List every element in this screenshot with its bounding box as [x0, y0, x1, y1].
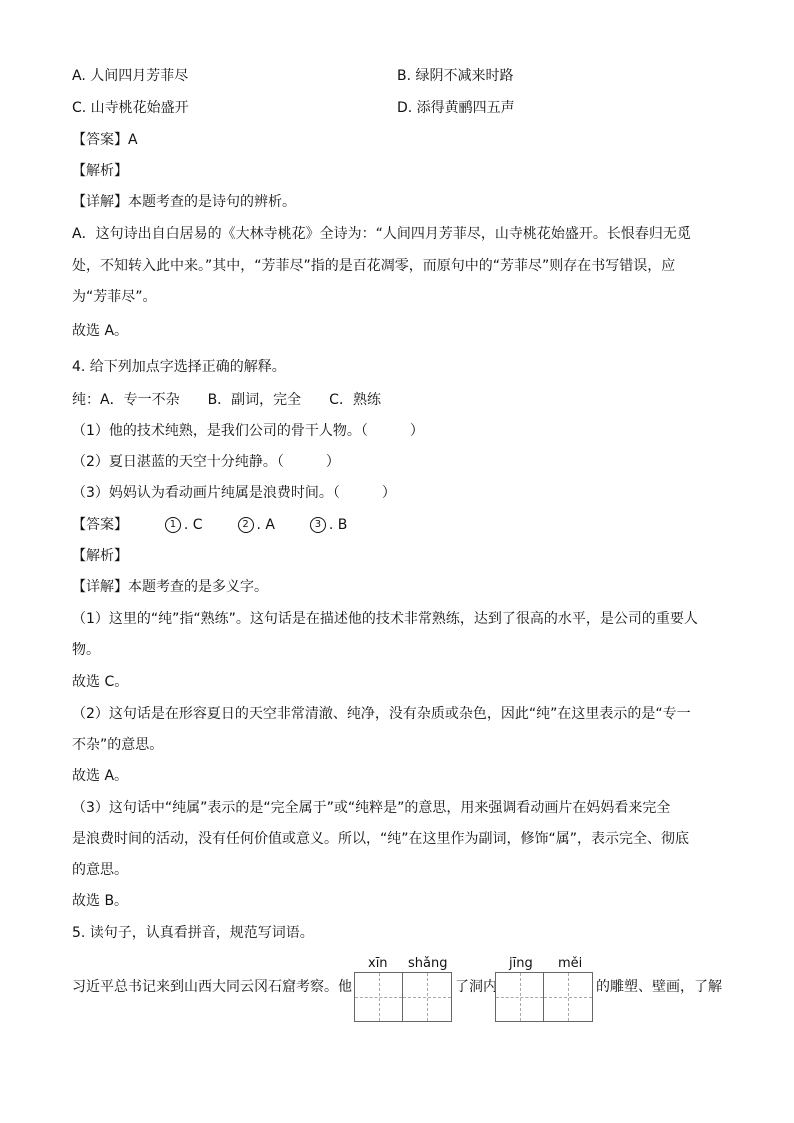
q4-explain-1-line2: 物。: [72, 642, 100, 658]
q3-explain-line1: A．这句诗出自白居易的《大林寺桃花》全诗为：“人间四月芳菲尽，山寺桃花始盛开。长恨春归无觅: [72, 226, 691, 242]
q3-detail: 【详解】本题考查的是诗句的辨析。: [72, 194, 296, 210]
q4-explain-3-line3: 的意思。: [72, 862, 128, 878]
q3-analysis-label: 【解析】: [72, 163, 128, 179]
pinyin-mei: měi: [558, 956, 583, 971]
q4-explain-3-line1: （3）这句话中“纯属”表示的是“完全属于”或“纯粹是”的意思，用来强调看动画片在妈妈看来完全: [72, 800, 671, 816]
q4-explain-3-line2: 是浪费时间的活动，没有任何价值或意义。所以，“纯”在这里作为副词，修饰“属”，表示完全、彻底: [72, 831, 690, 847]
q5-sentence-part3: 的雕塑、壁画，了解: [596, 979, 722, 995]
writing-grid-1[interactable]: [354, 972, 452, 1022]
q3-choose: 故选 A。: [72, 323, 129, 339]
q5-title: 5. 读句子，认真看拼音，规范写词语。: [72, 925, 314, 941]
q5-sentence-part2: 了洞内: [455, 979, 497, 995]
circled-number-icon: 1: [165, 517, 181, 533]
option-c: C. 山寺桃花始盛开: [72, 100, 189, 116]
q4-answer-label: 【答案】: [72, 517, 128, 533]
q4-title: 4. 给下列加点字选择正确的解释。: [72, 359, 286, 375]
q4-answer-1: 1 . C: [165, 517, 203, 533]
option-b: B. 绿阴不减来时路: [397, 68, 514, 84]
q4-choose-3: 故选 B。: [72, 893, 129, 909]
q4-answer-2: 2 . A: [238, 517, 275, 533]
q4-explain-1-line1: （1）这里的“纯”指“熟练”。这句话是在描述他的技术非常熟练，达到了很高的水平，是公司的重要人: [72, 611, 698, 627]
circled-number-icon: 3: [310, 517, 326, 533]
pinyin-jing: jīng: [509, 956, 533, 971]
q4-options: 纯：A．专一不杂 B．副词，完全 C．熟练: [72, 392, 381, 408]
q4-analysis-label: 【解析】: [72, 548, 128, 564]
writing-cell[interactable]: [544, 973, 592, 1021]
q4-answer: [72, 516, 347, 534]
writing-cell[interactable]: [355, 973, 403, 1021]
writing-cell[interactable]: [403, 973, 451, 1021]
option-a: A. 人间四月芳菲尽: [72, 68, 189, 84]
q4-choose-2: 故选 A。: [72, 768, 129, 784]
q5-sentence-part1: 习近平总书记来到山西大同云冈石窟考察。他: [72, 979, 352, 995]
writing-cell[interactable]: [496, 973, 544, 1021]
circled-number-icon: 2: [238, 517, 254, 533]
q4-choose-1: 故选 C。: [72, 674, 129, 690]
q4-sentence-1: （1）他的技术纯熟，是我们公司的骨干人物。（ ）: [72, 423, 424, 439]
q3-explain-line3: 为“芳菲尽”。: [72, 289, 157, 305]
q4-detail: 【详解】本题考查的是多义字。: [72, 579, 268, 595]
q3-answer: 【答案】A: [72, 132, 138, 148]
q4-sentence-3: （3）妈妈认为看动画片纯属是浪费时间。（ ）: [72, 485, 396, 501]
q4-explain-2-line1: （2）这句话是在形容夏日的天空非常清澈、纯净，没有杂质或杂色，因此“纯”在这里表示的是“专一: [72, 706, 691, 722]
q4-sentence-2: （2）夏日湛蓝的天空十分纯静。（ ）: [72, 454, 340, 470]
writing-grid-2[interactable]: [495, 972, 593, 1022]
q4-answer-3: 3 . B: [310, 517, 348, 533]
q3-explain-line2: 处，不知转入此中来。”其中，“芳菲尽”指的是百花凋零，而原句中的“芳菲尽”则存在书写错误，应: [72, 258, 676, 274]
pinyin-shang: shǎng: [408, 956, 448, 971]
pinyin-xin: xīn: [368, 956, 388, 971]
q4-explain-2-line2: 不杂”的意思。: [72, 737, 164, 753]
option-d: D. 添得黄鹂四五声: [397, 100, 515, 116]
